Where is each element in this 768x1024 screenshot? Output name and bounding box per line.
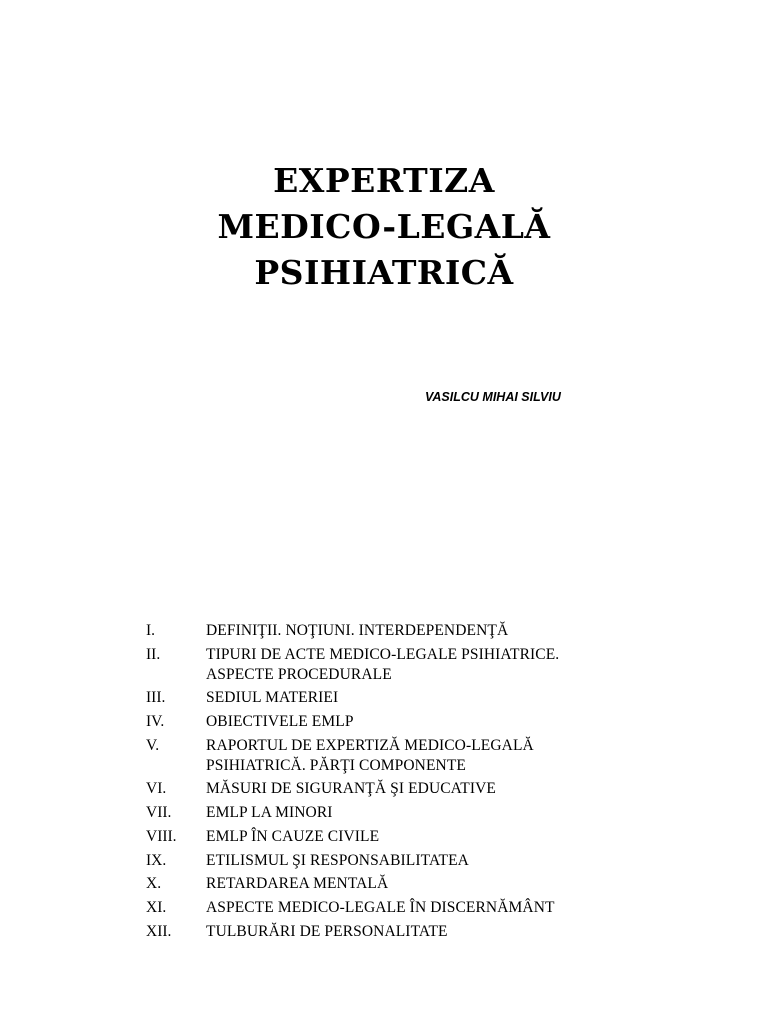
toc-text: MĂSURI DE SIGURANŢĂ ŞI EDUCATIVE bbox=[206, 780, 496, 798]
toc-item bbox=[146, 621, 646, 641]
toc-item bbox=[146, 688, 646, 708]
toc-text: ETILISMUL ŞI RESPONSABILITATEA bbox=[206, 851, 469, 869]
toc-item bbox=[146, 898, 646, 918]
toc-text: EMLP ÎN CAUZE CIVILE bbox=[206, 827, 380, 845]
toc-number: XII. bbox=[146, 922, 172, 940]
toc-item bbox=[146, 851, 646, 871]
toc-text: TIPURI DE ACTE MEDICO-LEGALE PSIHIATRICE. ASPECTE PROCEDURALE bbox=[206, 645, 560, 683]
table-of-contents bbox=[146, 621, 646, 945]
toc-number: VIII. bbox=[146, 827, 177, 845]
toc-number: X. bbox=[146, 875, 162, 893]
toc-item bbox=[146, 712, 646, 732]
toc-item bbox=[146, 803, 646, 823]
toc-number: IX. bbox=[146, 851, 167, 869]
toc-number: II. bbox=[146, 645, 161, 663]
toc-number: V. bbox=[146, 736, 160, 754]
toc-text: OBIECTIVELE EMLP bbox=[206, 713, 354, 731]
toc-number: XI. bbox=[146, 898, 167, 916]
document-title bbox=[0, 158, 768, 296]
title-line: PSIHIATRICĂ bbox=[254, 253, 514, 292]
toc-item bbox=[146, 922, 646, 942]
toc-text: DEFINIŢII. NOŢIUNI. INTERDEPENDENŢĂ bbox=[206, 622, 509, 639]
toc-text: RAPORTUL DE EXPERTIZĂ MEDICO-LEGALĂ PSIHIATRICĂ. PĂRŢI COMPONENTE bbox=[206, 736, 534, 774]
toc-item bbox=[146, 874, 646, 894]
title-line: EXPERTIZA bbox=[273, 161, 495, 200]
toc-number: VII. bbox=[146, 804, 172, 822]
toc-number: VI. bbox=[146, 780, 167, 798]
title-line: MEDICO-LEGALĂ bbox=[217, 207, 551, 246]
toc-text: RETARDAREA MENTALĂ bbox=[206, 875, 389, 893]
toc-item bbox=[146, 645, 646, 685]
toc-item bbox=[146, 736, 646, 776]
toc-item bbox=[146, 827, 646, 847]
toc-item bbox=[146, 779, 646, 799]
toc-text: ASPECTE MEDICO-LEGALE ÎN DISCERNĂMÂNT bbox=[206, 898, 555, 916]
toc-number: IV. bbox=[146, 713, 165, 731]
toc-number: III. bbox=[146, 689, 166, 707]
toc-number: I. bbox=[146, 622, 156, 639]
toc-text: EMLP LA MINORI bbox=[206, 804, 333, 822]
toc-text: TULBURĂRI DE PERSONALITATE bbox=[206, 922, 448, 940]
author-name: VASILCU MIHAI SILVIU bbox=[425, 390, 561, 404]
toc-text: SEDIUL MATERIEI bbox=[206, 689, 339, 707]
